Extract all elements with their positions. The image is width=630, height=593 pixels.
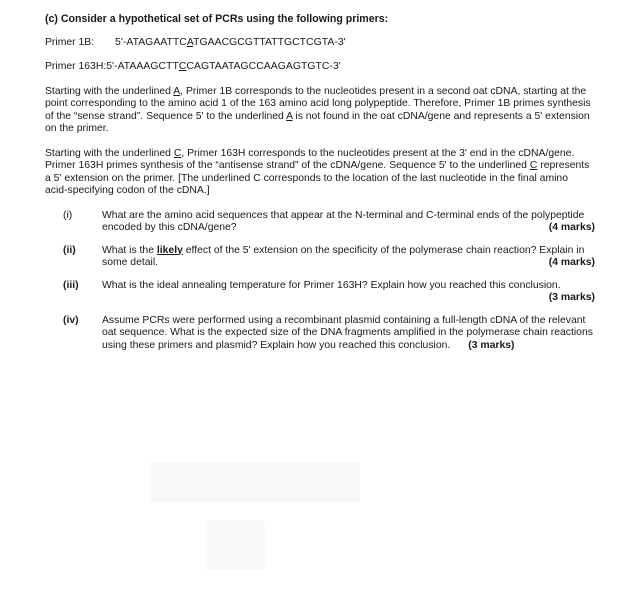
section-heading: (c) Consider a hypothetical set of PCRs using the following primers:: [45, 13, 389, 25]
question-text: What are the amino acid sequences that appear at the N-terminal and C-terminal ends of the polypeptide encoded by this cDNA/gene?: [102, 209, 585, 233]
question-number: (ii): [63, 244, 76, 256]
question-number: (i): [63, 209, 73, 221]
question-number: (iv): [63, 314, 79, 326]
question-marks: (4 marks): [548, 222, 595, 233]
question-text: What is the likely effect of the 5' extension on the specificity of the polymerase chain reaction? Explain in some detail.: [102, 244, 585, 268]
question-number: (iii): [63, 279, 79, 291]
question-marks: (3 marks): [468, 339, 515, 351]
question-text: What is the ideal annealing temperature for Primer 163H? Explain how you reached this conclusion.: [102, 279, 561, 291]
question-document: [45, 13, 600, 362]
question-marks: (4 marks): [548, 257, 595, 268]
primer-163h-description: Starting with the underlined C, Primer 163H corresponds to the nucleotides present at the 3' end in the cDNA/gene. Primer 163H primes synthesis of the “antisense strand” of the cDNA/gene. Sequence 5' to the underlined C represents a 5' extension on the primer. [The underlined C corresponds to the location of the last nucleotide in the final amino acid-specifying codon of the cDNA.]: [45, 147, 590, 196]
question-item: [45, 315, 595, 353]
question-text: Assume PCRs were performed using a recombinant plasmid containing a full-length cDNA of the relevant oat sequence. What is the expected size of the DNA fragments amplified in the polymerase chain reactions using these primers and plasmid? Explain how you reached this conclusion.: [102, 314, 593, 351]
question-list: [45, 210, 600, 353]
question-item: [45, 280, 595, 305]
primer-sequence: 5'-ATAGAATTCATGAACGCGTTATTGCTCGTA-3': [115, 36, 346, 48]
primer-1b-description: Starting with the underlined A, Primer 1B corresponds to the nucleotides present in a second oat cDNA, starting at the point corresponding to the amino acid 1 of the 163 amino acid long polypeptide. Therefore, Primer 1B primes synthesis of the “sense strand”. Sequence 5' to the underlined A is not found in the oat cDNA/gene and represents a 5' extension on the primer.: [45, 85, 591, 134]
primer-label: Primer 1B:: [45, 36, 95, 48]
primer-1b-line: [45, 37, 600, 50]
watermark-smudge: [205, 520, 265, 570]
primer-sequence: 5'-ATAAAGCTTCCAGTAATAGCCAAGAGTGTC-3': [106, 61, 341, 72]
primer-label: Primer 163H:: [45, 61, 107, 72]
question-marks: (3 marks): [548, 292, 595, 303]
watermark-smudge: [150, 462, 360, 502]
question-item: [45, 210, 595, 235]
question-item: [45, 245, 595, 270]
primer-163h-line: [45, 61, 600, 74]
